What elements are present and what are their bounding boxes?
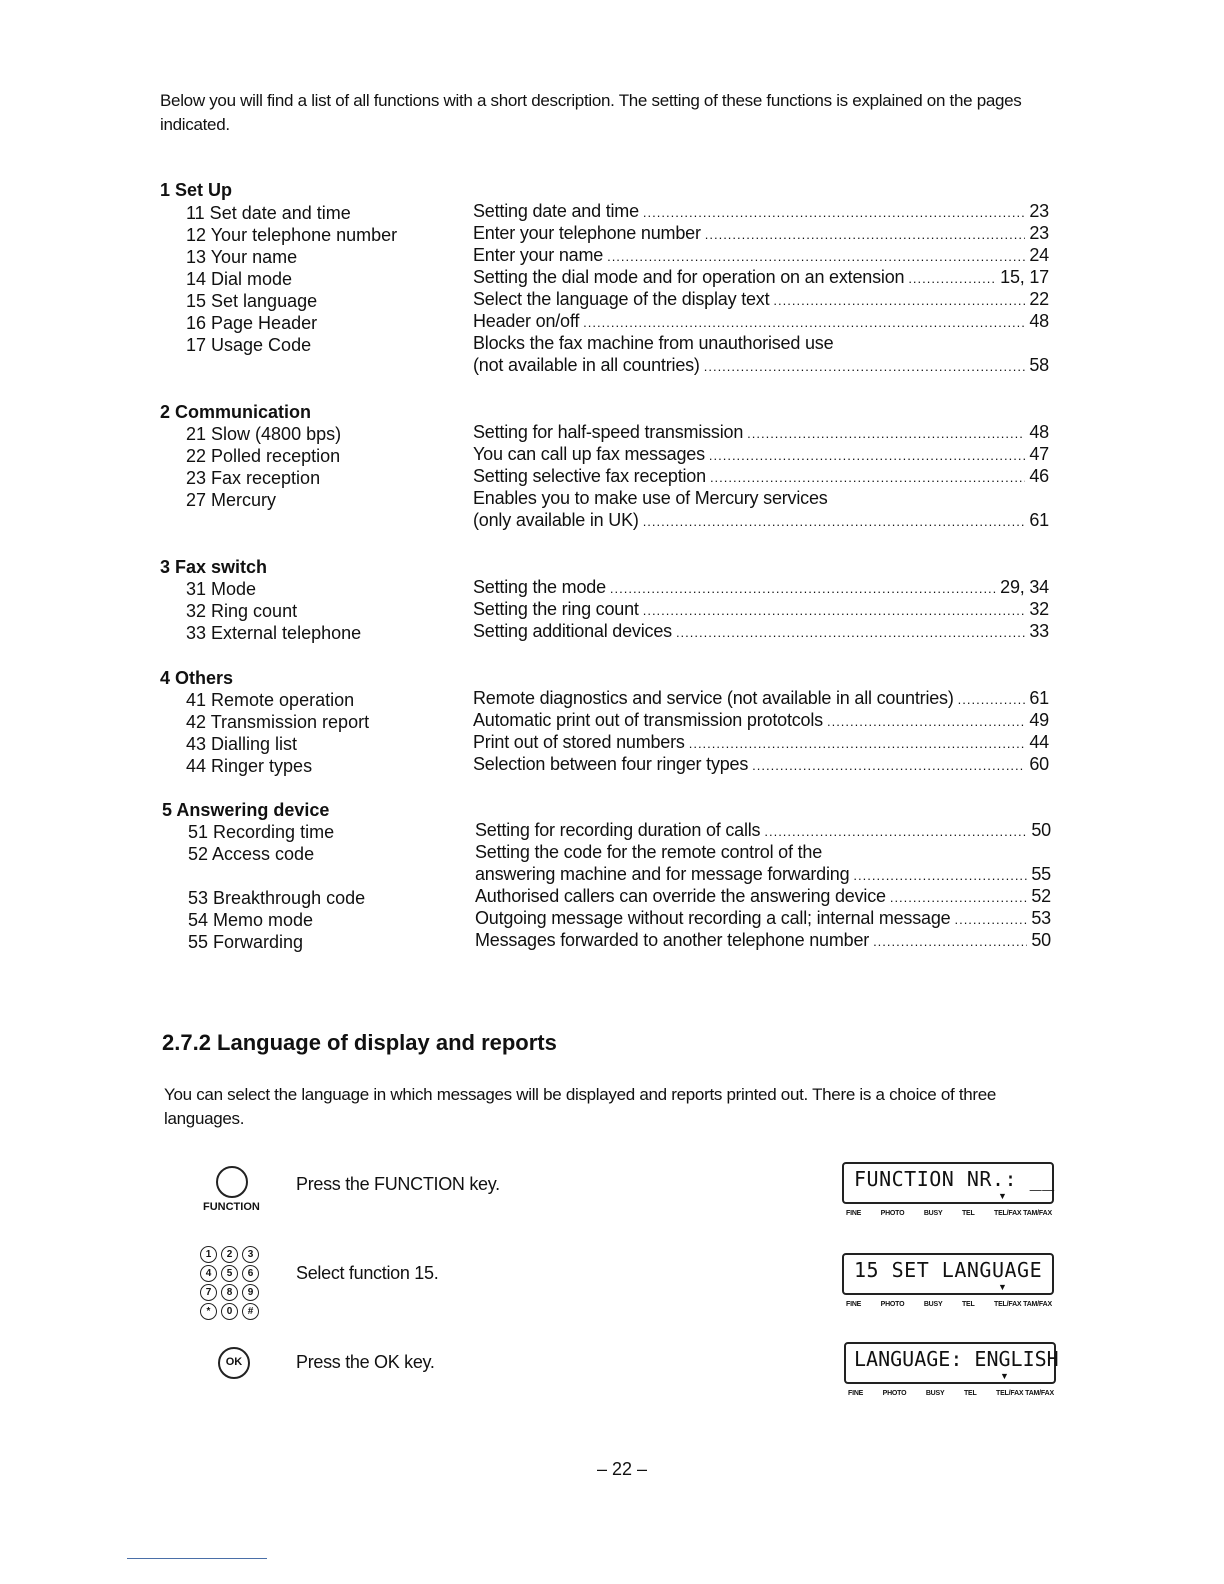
leader-dots	[583, 315, 1025, 330]
leader-dots	[958, 692, 1026, 707]
leader-dots	[704, 359, 1026, 374]
keypad-key: 2	[221, 1246, 238, 1263]
function-item: 12 Your telephone number	[186, 225, 398, 245]
function-key-icon	[216, 1166, 248, 1198]
description-row	[473, 201, 1049, 222]
description-text: Setting for recording duration of calls	[475, 820, 761, 840]
step-instruction: Press the FUNCTION key.	[296, 1174, 500, 1194]
group-title-fax-switch: 3 Fax switch	[160, 557, 268, 577]
leader-dots	[676, 625, 1025, 640]
function-key-label: FUNCTION	[203, 1201, 260, 1213]
function-item: 42 Transmission report	[186, 712, 370, 732]
keypad-key: 3	[242, 1246, 259, 1263]
leader-dots	[643, 205, 1025, 220]
function-item: 16 Page Header	[186, 313, 318, 333]
description-text: (not available in all countries)	[473, 355, 700, 375]
description-row	[473, 223, 1049, 244]
lcd-display	[844, 1342, 1059, 1397]
status-label: BUSY	[923, 1210, 943, 1217]
section-heading: 2.7.2 Language of display and reports	[162, 1030, 557, 1055]
page-ref: 32	[1029, 599, 1049, 619]
description-row	[473, 422, 1049, 443]
function-item: 11 Set date and time	[186, 203, 351, 223]
description-text: Outgoing message without recording a call; internal message	[475, 908, 951, 928]
page-ref: 23	[1029, 223, 1049, 243]
description-row	[473, 466, 1049, 487]
function-item: 15 Set language	[186, 291, 318, 311]
group-title-others: 4 Others	[160, 668, 234, 688]
page-ref: 49	[1029, 710, 1049, 730]
function-item: 41 Remote operation	[186, 690, 355, 710]
page-ref: 44	[1029, 732, 1049, 752]
footer-rule	[127, 1558, 267, 1559]
description-row	[473, 510, 1049, 531]
page-ref: 47	[1029, 444, 1049, 464]
description-text: Selection between four ringer types	[473, 754, 749, 774]
page-ref: 15, 17	[1000, 267, 1049, 287]
function-item: 43 Dialling list	[186, 734, 298, 754]
status-label: BUSY	[923, 1301, 943, 1308]
lcd-text: FUNCTION NR.: __	[854, 1167, 1055, 1191]
description-row	[475, 908, 1051, 929]
step-instruction: Press the OK key.	[296, 1352, 435, 1372]
function-item: 13 Your name	[186, 247, 298, 267]
description-text: You can call up fax messages	[473, 444, 705, 464]
leader-dots	[607, 249, 1025, 264]
lcd-status-labels	[842, 1301, 1054, 1308]
keypad-key: #	[242, 1303, 259, 1320]
description-row	[473, 710, 1049, 731]
leader-dots	[643, 514, 1026, 529]
status-label: FINE	[846, 1210, 862, 1217]
page-ref: 48	[1029, 422, 1049, 442]
description-text: Enter your telephone number	[473, 223, 701, 243]
description-text: Print out of stored numbers	[473, 732, 685, 752]
description-text: Setting the ring count	[473, 599, 639, 619]
ok-key-icon	[218, 1347, 250, 1379]
keypad-icon	[200, 1246, 262, 1321]
status-label: FINE	[848, 1390, 864, 1397]
keypad-key: 7	[200, 1284, 217, 1301]
function-item: 54 Memo mode	[188, 910, 314, 930]
description-row	[473, 267, 1049, 288]
keypad-key: 4	[200, 1265, 217, 1282]
function-item: 33 External telephone	[186, 623, 362, 643]
description-row	[473, 444, 1049, 465]
leader-dots	[827, 714, 1025, 729]
page-ref: 24	[1029, 245, 1049, 265]
down-arrow-icon: ▼	[998, 1282, 1007, 1292]
keypad-key: 1	[200, 1246, 217, 1263]
keypad-key: 6	[242, 1265, 259, 1282]
description-text: Messages forwarded to another telephone number	[475, 930, 870, 950]
page-ref: 53	[1031, 908, 1051, 928]
description-row	[473, 621, 1049, 642]
leader-dots	[752, 758, 1025, 773]
status-label: BUSY	[925, 1390, 945, 1397]
page-ref: 60	[1029, 754, 1049, 774]
function-item: 53 Breakthrough code	[188, 888, 366, 908]
status-label: PHOTO	[880, 1301, 905, 1308]
description-text: Header on/off	[473, 311, 580, 331]
description-text: Setting the dial mode and for operation on an extension	[473, 267, 905, 287]
page-ref: 22	[1029, 289, 1049, 309]
description-row	[473, 289, 1049, 310]
function-item: 22 Polled reception	[186, 446, 341, 466]
keypad-key: 8	[221, 1284, 238, 1301]
description-text: Enter your name	[473, 245, 604, 265]
description-text: (only available in UK)	[473, 510, 639, 530]
status-label: TEL	[961, 1210, 975, 1217]
page-ref: 52	[1031, 886, 1051, 906]
lcd-screen	[842, 1253, 1054, 1295]
function-item: 21 Slow (4800 bps)	[186, 424, 342, 444]
function-item: 52 Access code	[188, 844, 315, 864]
leader-dots	[643, 603, 1026, 618]
keypad-key: 0	[221, 1303, 238, 1320]
description-text: Setting selective fax reception	[473, 466, 706, 486]
group-title-answering-device: 5 Answering device	[162, 800, 330, 820]
leader-dots	[873, 934, 1027, 949]
description-text: Setting date and time	[473, 201, 639, 221]
page-ref: 23	[1029, 201, 1049, 221]
status-label: PHOTO	[880, 1210, 905, 1217]
keypad-key: *	[200, 1303, 217, 1320]
ok-key-label: OK	[225, 1356, 243, 1368]
leader-dots	[890, 890, 1028, 905]
page-ref: 50	[1031, 820, 1051, 840]
group-title-communication: 2 Communication	[160, 402, 312, 422]
lcd-display	[842, 1162, 1054, 1217]
lcd-display	[842, 1253, 1054, 1308]
function-item: 23 Fax reception	[186, 468, 321, 488]
function-item: 14 Dial mode	[186, 269, 293, 289]
page-ref: 50	[1031, 930, 1051, 950]
description-row	[473, 732, 1049, 753]
description-row	[473, 311, 1049, 332]
description-text: Authorised callers can override the answering device	[475, 886, 886, 906]
lcd-screen	[842, 1162, 1054, 1204]
leader-dots	[853, 868, 1027, 883]
status-label: TEL/FAX TAM/FAX	[994, 1301, 1052, 1308]
status-label: TEL/FAX TAM/FAX	[996, 1390, 1054, 1397]
lcd-status-labels	[844, 1390, 1056, 1397]
description-text: Select the language of the display text	[473, 289, 770, 309]
leader-dots	[773, 293, 1025, 308]
description-row	[473, 688, 1049, 709]
leader-dots	[954, 912, 1027, 927]
keypad-key: 5	[221, 1265, 238, 1282]
intro-paragraph: Below you will find a list of all functions with a short description. The setting of these functions is explained on the pages indicated.	[160, 91, 1022, 134]
description-row	[473, 577, 1049, 598]
status-label: TEL	[961, 1301, 975, 1308]
description-row	[473, 599, 1049, 620]
description-row	[475, 930, 1051, 951]
leader-dots	[747, 426, 1025, 441]
page-ref: 29, 34	[1000, 577, 1049, 597]
function-item: 17 Usage Code	[186, 335, 312, 355]
description-text: Setting for half-speed transmission	[473, 422, 744, 442]
step-instruction: Select function 15.	[296, 1263, 439, 1283]
description-text: Remote diagnostics and service (not available in all countries)	[473, 688, 954, 708]
leader-dots	[705, 227, 1026, 242]
down-arrow-icon: ▼	[998, 1191, 1007, 1201]
leader-dots	[709, 448, 1025, 463]
description-text: Setting additional devices	[473, 621, 672, 641]
function-item: 27 Mercury	[186, 490, 277, 510]
description-text: Automatic print out of transmission prototcols	[473, 710, 823, 730]
function-item: 31 Mode	[186, 579, 257, 599]
description-text: Enables you to make use of Mercury services	[473, 488, 828, 508]
lcd-text: LANGUAGE: ENGLISH	[854, 1347, 1059, 1371]
page-ref: 46	[1029, 466, 1049, 486]
leader-dots	[710, 470, 1025, 485]
description-row	[473, 355, 1049, 376]
leader-dots	[689, 736, 1026, 751]
section-body: You can select the language in which messages will be displayed and reports printed out. There is a choice of three languages.	[164, 1085, 997, 1128]
page-ref: 48	[1029, 311, 1049, 331]
lcd-screen	[844, 1342, 1059, 1384]
status-label: TEL	[963, 1390, 977, 1397]
function-item: 32 Ring count	[186, 601, 298, 621]
function-item: 55 Forwarding	[188, 932, 304, 952]
description-row	[475, 864, 1051, 885]
page-ref: 58	[1029, 355, 1049, 375]
group-title-set-up: 1 Set Up	[160, 180, 233, 200]
description-text: Setting the mode	[473, 577, 606, 597]
description-row	[473, 245, 1049, 266]
description-text: Setting the code for the remote control of the	[475, 842, 823, 862]
function-item: 51 Recording time	[188, 822, 335, 842]
page-ref: 33	[1029, 621, 1049, 641]
lcd-status-labels	[842, 1210, 1054, 1217]
leader-dots	[610, 581, 996, 596]
page-ref: 55	[1031, 864, 1051, 884]
description-row	[475, 886, 1051, 907]
down-arrow-icon: ▼	[1000, 1371, 1009, 1381]
description-text: answering machine and for message forwarding	[475, 864, 850, 884]
page-number: – 22 –	[597, 1459, 648, 1479]
status-label: FINE	[846, 1301, 862, 1308]
status-label: PHOTO	[882, 1390, 907, 1397]
lcd-text: 15 SET LANGUAGE	[854, 1258, 1043, 1282]
page-ref: 61	[1029, 510, 1049, 530]
description-text: Blocks the fax machine from unauthorised use	[473, 333, 834, 353]
function-item: 44 Ringer types	[186, 756, 313, 776]
description-row	[475, 820, 1051, 841]
keypad-key: 9	[242, 1284, 259, 1301]
page-ref: 61	[1029, 688, 1049, 708]
status-label: TEL/FAX TAM/FAX	[994, 1210, 1052, 1217]
description-row	[473, 754, 1049, 775]
leader-dots	[908, 271, 996, 286]
leader-dots	[764, 824, 1027, 839]
